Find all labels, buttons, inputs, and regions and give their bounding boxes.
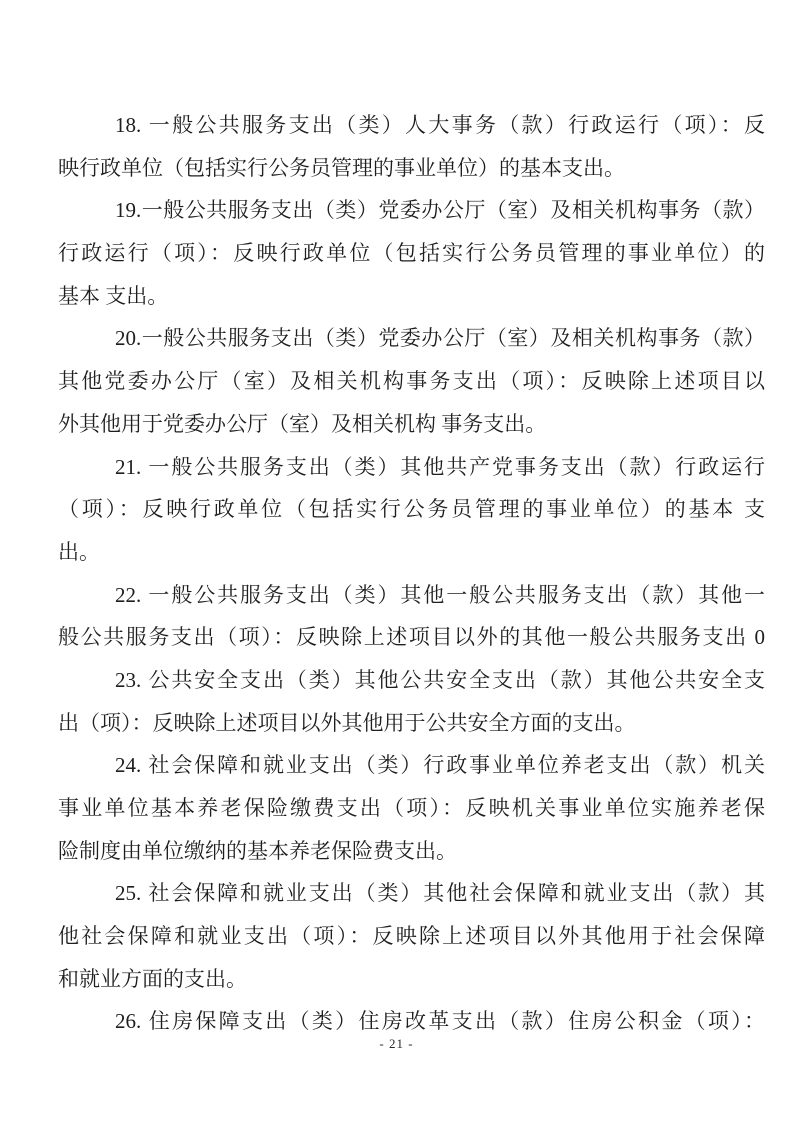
- text-line-p20-2: 其他党委办公厅（室）及相关机构事务支出（项）：反映除上述项目以: [58, 369, 765, 394]
- text-line-p21-3: 出。: [58, 539, 100, 564]
- text-line-p25-1: 25. 社会保障和就业支出（类）其他社会保障和就业支出（款）其: [115, 881, 765, 906]
- text-line-p24-1: 24. 社会保障和就业支出（类）行政事业单位养老支出（款）机关: [115, 753, 765, 778]
- text-line-p19-2: 行政运行（项）：反映行政单位（包括实行公务员管理的事业单位）的: [58, 241, 765, 266]
- text-line-p18-2: 映行政单位（包括实行公务员管理的事业单位）的基本支出。: [58, 155, 625, 180]
- document-body: [58, 104, 765, 1043]
- text-line-p23-2: 出（项）：反映除上述项目以外其他用于公共安全方面的支出。: [58, 710, 636, 735]
- text-line-p24-3: 险制度由单位缴纳的基本养老保险费支出。: [58, 838, 457, 863]
- text-line-p25-3: 和就业方面的支出。: [58, 966, 247, 991]
- text-line-p19-3: 基本 支出。: [58, 283, 169, 308]
- page-number: - 21 -: [379, 1036, 414, 1051]
- text-line-p18-1: 18. 一般公共服务支出（类）人大事务（款）行政运行（项）：反: [115, 113, 765, 137]
- text-line-p20-3: 外其他用于党委办公厅（室）及相关机构 事务支出。: [58, 411, 547, 436]
- text-line-p22-2: 般公共服务支出（项）：反映除上述项目以外的其他一般公共服务支出 0: [58, 625, 765, 650]
- text-line-p21-1: 21. 一般公共服务支出（类）其他共产党事务支出（款）行政运行: [115, 454, 765, 479]
- text-line-p19-1: 19.一般公共服务支出（类）党委办公厅（室）及相关机构事务（款）: [115, 198, 765, 223]
- text-line-p21-2: （项）：反映行政单位（包括实行公务员管理的事业单位）的基本 支: [58, 497, 765, 522]
- text-line-p24-2: 事业单位基本养老保险缴费支出（项）：反映机关事业单位实施养老保: [58, 796, 765, 820]
- text-line-p20-1: 20.一般公共服务支出（类）党委办公厅（室）及相关机构事务（款）: [115, 326, 765, 351]
- text-line-p23-1: 23. 公共安全支出（类）其他公共安全支出（款）其他公共安全支: [115, 667, 765, 692]
- text-line-p25-2: 他社会保障和就业支出（项）：反映除上述项目以外其他用于社会保障: [58, 924, 765, 949]
- text-line-p26-1: 26. 住房保障支出（类）住房改革支出（款）住房公积金（项）：: [115, 1009, 765, 1034]
- text-line-p22-1: 22. 一般公共服务支出（类）其他一般公共服务支出（款）其他一: [115, 582, 765, 607]
